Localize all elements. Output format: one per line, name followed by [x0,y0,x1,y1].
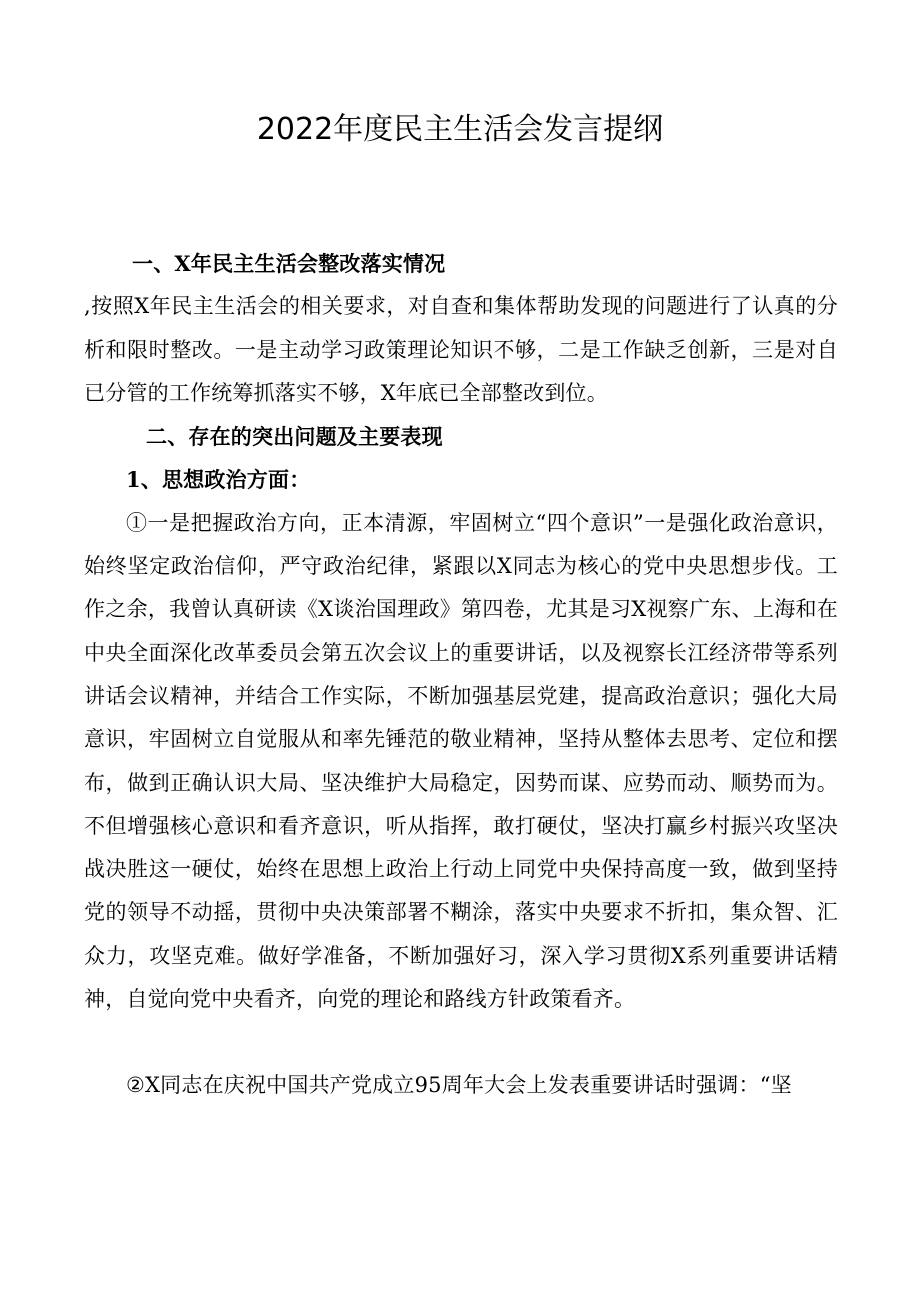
document-body [84,242,838,1108]
section-heading-2: 二、存在的突出问题及主要表现 [146,424,443,450]
document-title: 2022年度民主生活会发言提纲 [256,112,664,147]
subsection-heading-ideological: 1、思想政治方面： [126,467,311,493]
section-paragraph-3: ②X同志在庆祝中国共产党成立95周年大会上发表重要讲话时强调：“坚 [126,1073,792,1098]
section-paragraph-1: ,按照X年民主生活会的相关要求，对自查和集体帮助发现的问题进行了认真的分析和限时整改。一是主动学习政策理论知识不够，二是工作缺乏创新，三是对自已分管的工作统筹抓落实不够，X年底已全部整改到位。 [84,294,838,405]
section-paragraph-2: ①一是把握政治方向，正本清源，牢固树立“四个意识”一是强化政治意识，始终坚定政治信仰，严守政治纪律，紧跟以X同志为核心的党中央思想步伐。工作之余，我曾认真研读《X谈治国理政》第四卷，尤其是习X视察广东、上海和在中央全面深化改革委员会第五次会议上的重要讲话，以及视察长江经济带等系列讲话会议精神，并结合工作实际，不断加强基层党建，提高政治意识；强化大局意识，牢固树立自觉服从和率先锤范的敬业精神，坚持从整体去思考、定位和摆布，做到正确认识大局、坚决维护大局稳定，因势而谋、应势而动、顺势而为。不但增强核心意识和看齐意识，听从指挥，敢打硬仗，坚决打赢乡村振兴攻坚决战决胜这一硬仗，始终在思想上政治上行动上同党中央保持高度一致，做到坚持党的领导不动摇，贯彻中央决策部署不糊涂，落实中央要求不折扣，集众智、汇众力，攻坚克难。做好学准备，不断加强好习，深入学习贯彻X系列重要讲话精神，自觉向党中央看齐，向党的理论和路线方针政策看齐。 [84,510,838,1012]
paragraph-gap [84,1021,838,1064]
section-heading-1: 一、X年民主生活会整改落实情况 [132,251,446,276]
